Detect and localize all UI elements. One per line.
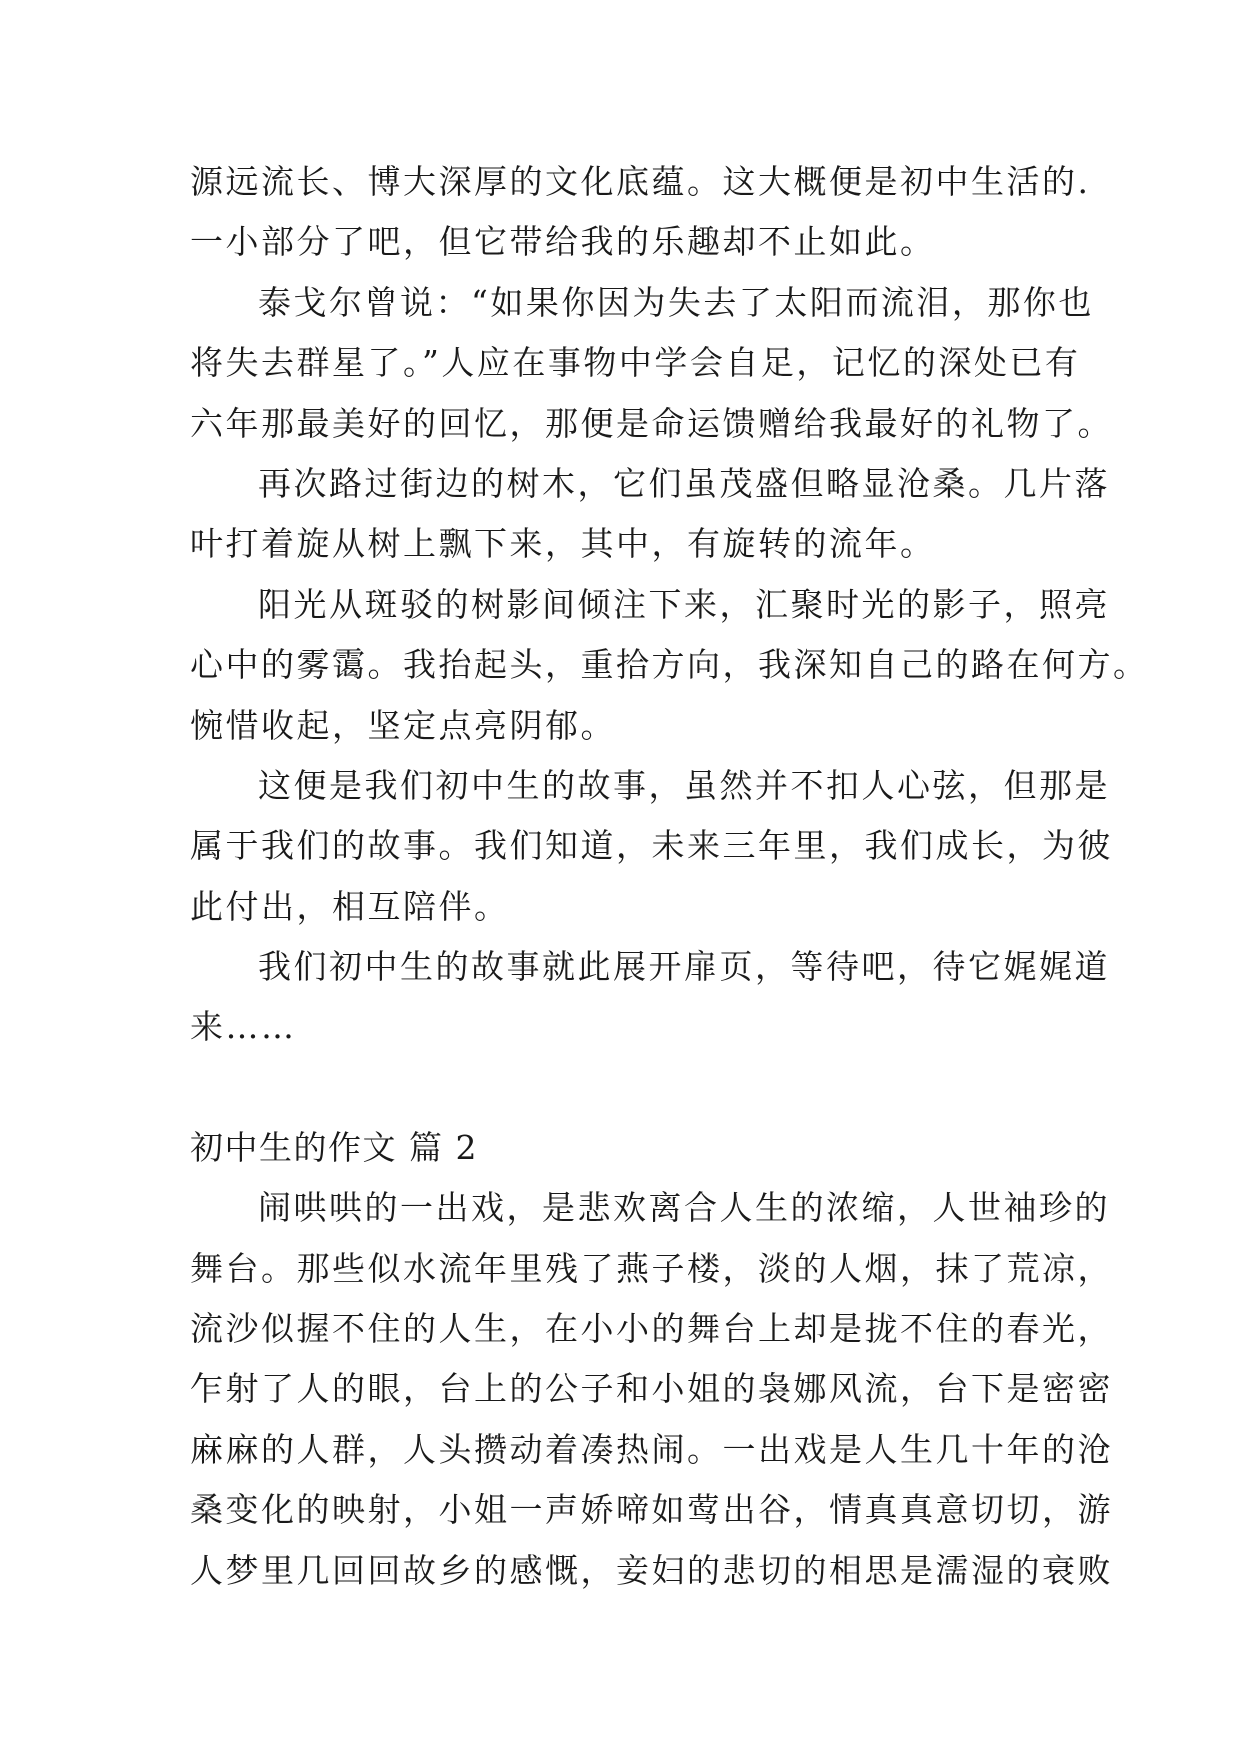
text-line: 来…… (190, 1007, 297, 1047)
text-line: 乍射了人的眼，台上的公子和小姐的袅娜风流，台下是密密 (190, 1369, 1113, 1409)
text-line: 泰戈尔曾说：“如果你因为失去了太阳而流泪，那你也 (258, 282, 1094, 322)
article-heading: 初中生的作文 篇 2 (190, 1127, 478, 1167)
text-line: 惋惜收起，坚定点亮阴郁。 (190, 705, 616, 745)
text-line: 此付出，相互陪伴。 (190, 886, 510, 926)
text-line: 人梦里几回回故乡的感慨，妾妇的悲切的相思是濡湿的衰败 (190, 1550, 1113, 1590)
article-two (190, 1118, 1113, 1601)
paragraph (190, 756, 1113, 937)
text-line: 一小部分了吧，但它带给我的乐趣却不止如此。 (190, 222, 936, 262)
text-line: 叶打着旋从树上飘下来，其中，有旋转的流年。 (190, 524, 936, 564)
paragraph (190, 575, 1149, 756)
text-line: 闹哄哄的一出戏，是悲欢离合人生的浓缩，人世袖珍的 (258, 1188, 1110, 1228)
paragraph (190, 1178, 1113, 1601)
text-line: 流沙似握不住的人生，在小小的舞台上却是拢不住的春光， (190, 1309, 1113, 1349)
section-gap (190, 1058, 1060, 1118)
text-line: 这便是我们初中生的故事，虽然并不扣人心弦，但那是 (258, 765, 1110, 805)
text-line: 舞台。那些似水流年里残了燕子楼，淡的人烟，抹了荒凉， (190, 1248, 1113, 1288)
text-line: 属于我们的故事。我们知道，未来三年里，我们成长，为彼 (190, 826, 1113, 866)
text-line: 麻麻的人群，人头攒动着凑热闹。一出戏是人生几十年的沧 (190, 1429, 1113, 1469)
paragraph (190, 152, 1091, 273)
text-line: 将失去群星了。”人应在事物中学会自足，记忆的深处已有 (190, 343, 1081, 383)
paragraph (190, 273, 1113, 454)
text-line: 再次路过街边的树木，它们虽茂盛但略显沧桑。几片落 (258, 463, 1110, 503)
text-line: 心中的雾霭。我抬起头，重拾方向，我深知自己的路在何方。 (190, 645, 1149, 685)
text-line: 桑变化的映射，小姐一声娇啼如莺出谷，情真真意切切，游 (190, 1490, 1113, 1530)
text-line: 源远流长、博大深厚的文化底蕴。这大概便是初中生活的. (190, 162, 1091, 201)
document-body (190, 152, 1149, 1601)
paragraph (190, 454, 1110, 575)
text-line: 我们初中生的故事就此展开扉页，等待吧，待它娓娓道 (258, 947, 1110, 987)
paragraph (190, 937, 1110, 1058)
text-line: 阳光从斑驳的树影间倾注下来，汇聚时光的影子，照亮 (258, 584, 1110, 624)
text-line: 六年那最美好的回忆，那便是命运馈赠给我最好的礼物了。 (190, 403, 1113, 443)
article-one (190, 152, 1149, 1058)
